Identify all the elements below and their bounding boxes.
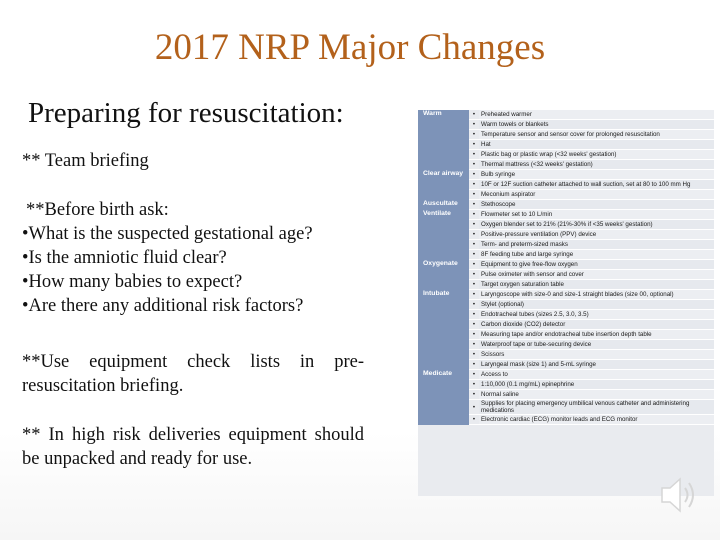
bullet-icon: •: [469, 130, 479, 140]
category-label: Medicate: [418, 370, 469, 425]
bullet-icon: •: [469, 320, 479, 330]
checklist-item: Endotracheal tubes (sizes 2.5, 3.0, 3.5): [479, 310, 714, 320]
checklist-item: Pulse oximeter with sensor and cover: [479, 270, 714, 280]
checklist-item: Oxygen blender set to 21% (21%-30% if <35 weeks' gestation): [479, 220, 714, 230]
bullet-icon: •: [469, 380, 479, 390]
checklist-item: Warm towels or blankets: [479, 120, 714, 130]
question-item: •How many babies to expect?: [22, 272, 243, 292]
bullet-icon: •: [469, 120, 479, 130]
checklist-item: Stylet (optional): [479, 300, 714, 310]
bullet-icon: •: [469, 310, 479, 320]
bullet-icon: •: [469, 150, 479, 160]
checklist-item: 10F or 12F suction catheter attached to wall suction, set at 80 to 100 mm Hg: [479, 180, 714, 190]
table-row: [418, 200, 714, 210]
bullet-icon: •: [469, 220, 479, 230]
table-row: [418, 370, 714, 380]
checklist-item: Scissors: [479, 350, 714, 360]
checklist-item: Preheated warmer: [479, 110, 714, 120]
checklist-item: Term- and preterm-sized masks: [479, 240, 714, 250]
checklist-item: Laryngoscope with size-0 and size-1 straight blades (size 00, optional): [479, 290, 714, 300]
bullet-icon: •: [469, 240, 479, 250]
checklist-item: Electronic cardiac (ECG) monitor leads and ECG monitor: [479, 415, 714, 425]
bullet-icon: •: [469, 230, 479, 240]
table-row: [418, 210, 714, 220]
checklist-item: Normal saline: [479, 390, 714, 400]
bullet-icon: •: [469, 210, 479, 220]
checklist-item: Supplies for placing emergency umbilical venous catheter and administering medications: [479, 400, 714, 415]
checklist-item: Thermal mattress (<32 weeks' gestation): [479, 160, 714, 170]
bullet-icon: •: [469, 330, 479, 340]
equipment-checklist-table: [418, 110, 714, 496]
category-label: Ventilate: [418, 210, 469, 260]
checklist-item: Plastic bag or plastic wrap (<32 weeks' gestation): [479, 150, 714, 160]
category-label: Oxygenate: [418, 260, 469, 290]
bullet-icon: •: [469, 370, 479, 380]
bullet-icon: •: [469, 160, 479, 170]
category-label: Warm: [418, 110, 469, 170]
bullet-icon: •: [469, 390, 479, 400]
slide-subtitle: Preparing for resuscitation:: [28, 97, 344, 129]
checklist-item: 8F feeding tube and large syringe: [479, 250, 714, 260]
high-risk-text: ** In high risk deliveries equipment should be unpacked and ready for use.: [22, 425, 364, 469]
bullet-icon: •: [469, 200, 479, 210]
before-birth-text: **Before birth ask:: [26, 200, 169, 220]
bullet-icon: •: [469, 190, 479, 200]
bullet-icon: •: [469, 180, 479, 190]
question-item: •What is the suspected gestational age?: [22, 224, 313, 244]
bullet-icon: •: [469, 290, 479, 300]
table-row: [418, 260, 714, 270]
checklist-text: **Use equipment check lists in pre-resuscitation briefing.: [22, 352, 364, 396]
bullet-icon: •: [469, 300, 479, 310]
table-row: [418, 170, 714, 180]
category-label: Clear airway: [418, 170, 469, 200]
checklist-item: Positive-pressure ventilation (PPV) device: [479, 230, 714, 240]
slide-title: 2017 NRP Major Changes: [154, 27, 546, 68]
checklist-item: Equipment to give free-flow oxygen: [479, 260, 714, 270]
bullet-icon: •: [469, 140, 479, 150]
checklist-item: Meconium aspirator: [479, 190, 714, 200]
bullet-icon: •: [469, 415, 479, 425]
checklist-item: Hat: [479, 140, 714, 150]
equipment-table: [418, 110, 714, 425]
bullet-icon: •: [469, 260, 479, 270]
checklist-item: Waterproof tape or tube-securing device: [479, 340, 714, 350]
checklist-item: Access to: [479, 370, 714, 380]
bullet-icon: •: [469, 170, 479, 180]
team-briefing-text: ** Team briefing: [22, 151, 149, 171]
bullet-icon: •: [469, 110, 479, 120]
checklist-item: Laryngeal mask (size 1) and 5-mL syringe: [479, 360, 714, 370]
bullet-icon: •: [469, 270, 479, 280]
checklist-item: Stethoscope: [479, 200, 714, 210]
category-label: Auscultate: [418, 200, 469, 210]
checklist-item: 1:10,000 (0.1 mg/mL) epinephrine: [479, 380, 714, 390]
checklist-item: Temperature sensor and sensor cover for prolonged resuscitation: [479, 130, 714, 140]
question-item: •Are there any additional risk factors?: [22, 296, 304, 316]
speaker-icon[interactable]: [648, 466, 706, 524]
question-item: •Is the amniotic fluid clear?: [22, 248, 227, 268]
category-label: Intubate: [418, 290, 469, 370]
bullet-icon: •: [469, 350, 479, 360]
bullet-icon: •: [469, 360, 479, 370]
table-row: [418, 110, 714, 120]
bullet-icon: •: [469, 280, 479, 290]
bullet-icon: •: [469, 400, 479, 415]
table-row: [418, 290, 714, 300]
bullet-icon: •: [469, 340, 479, 350]
checklist-item: Carbon dioxide (CO2) detector: [479, 320, 714, 330]
bullet-icon: •: [469, 250, 479, 260]
checklist-item: Target oxygen saturation table: [479, 280, 714, 290]
checklist-item: Measuring tape and/or endotracheal tube insertion depth table: [479, 330, 714, 340]
checklist-item: Flowmeter set to 10 L/min: [479, 210, 714, 220]
checklist-item: Bulb syringe: [479, 170, 714, 180]
